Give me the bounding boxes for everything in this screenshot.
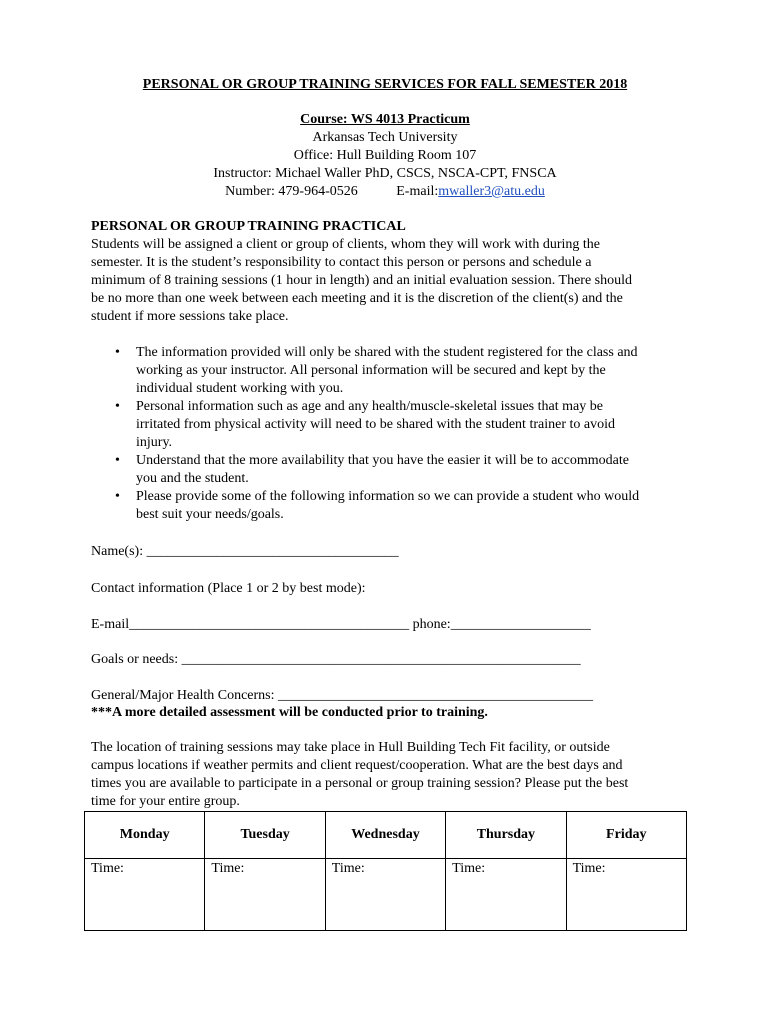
day-header-wednesday: Wednesday bbox=[325, 812, 445, 859]
contact-line bbox=[0, 183, 770, 201]
bullet-icon: • bbox=[115, 489, 120, 504]
paragraph-line: student if more sessions take place. bbox=[91, 309, 289, 324]
paragraph-line: semester. It is the student’s responsibility to contact this person or persons and schedule a bbox=[91, 255, 592, 270]
day-header-thursday: Thursday bbox=[446, 812, 566, 859]
bullet-line: injury. bbox=[136, 435, 173, 450]
practical-paragraph bbox=[91, 236, 681, 326]
bullet-icon: • bbox=[115, 453, 120, 468]
university-name: Arkansas Tech University bbox=[312, 130, 458, 145]
availability-table bbox=[84, 811, 687, 931]
time-cell-monday[interactable]: Time: bbox=[85, 859, 205, 931]
course-title: Course: WS 4013 Practicum bbox=[300, 112, 470, 127]
phone-number: Number: 479-964-0526 bbox=[225, 184, 358, 199]
time-cell-tuesday[interactable]: Time: bbox=[205, 859, 325, 931]
document-title: PERSONAL OR GROUP TRAINING SERVICES FOR FALL SEMESTER 2018 bbox=[142, 77, 628, 92]
paragraph-line: times you are available to participate in a personal or group training session? Please put the best bbox=[91, 776, 629, 791]
info-bullet-list bbox=[91, 344, 691, 524]
paragraph-line: time for your entire group. bbox=[91, 794, 240, 809]
table-header-row bbox=[85, 812, 687, 859]
bullet-line: irritated from physical activity will need to be shared with the student trainer to avoid bbox=[136, 417, 615, 432]
paragraph-line: minimum of 8 training sessions (1 hour in length) and an initial evaluation session. There should bbox=[91, 273, 632, 288]
contact-info-label: Contact information (Place 1 or 2 by best mode): bbox=[91, 581, 366, 596]
table-row bbox=[85, 859, 687, 931]
instructor-info: Instructor: Michael Waller PhD, CSCS, NSCA-CPT, FNSCA bbox=[213, 166, 557, 181]
bullet-icon: • bbox=[115, 345, 120, 360]
time-cell-friday[interactable]: Time: bbox=[566, 859, 686, 931]
office-location: Office: Hull Building Room 107 bbox=[293, 148, 477, 163]
bullet-line: Personal information such as age and any health/muscle-skeletal issues that may be bbox=[136, 399, 603, 414]
location-paragraph bbox=[91, 739, 681, 811]
bullet-line: Understand that the more availability that you have the easier it will be to accommodate bbox=[136, 453, 629, 468]
list-item bbox=[91, 488, 691, 524]
names-field[interactable]: Name(s): ____________________________________ bbox=[91, 544, 399, 559]
bullet-line: The information provided will only be shared with the student registered for the class and bbox=[136, 345, 638, 360]
email-link[interactable]: mwaller3@atu.edu bbox=[438, 184, 545, 199]
goals-field[interactable]: Goals or needs: _________________________________________________________ bbox=[91, 652, 581, 667]
bullet-line: Please provide some of the following information so we can provide a student who would bbox=[136, 489, 640, 504]
list-item bbox=[91, 452, 691, 488]
day-header-tuesday: Tuesday bbox=[205, 812, 325, 859]
bullet-line: working as your instructor. All personal information will be secured and kept by the bbox=[136, 363, 606, 378]
paragraph-line: be no more than one week between each meeting and it is the discretion of the client(s) and the bbox=[91, 291, 623, 306]
practical-heading: PERSONAL OR GROUP TRAINING PRACTICAL bbox=[91, 219, 406, 234]
course-header bbox=[0, 111, 770, 201]
assessment-note: ***A more detailed assessment will be conducted prior to training. bbox=[91, 705, 488, 720]
bullet-line: you and the student. bbox=[136, 471, 249, 486]
day-header-friday: Friday bbox=[566, 812, 686, 859]
bullet-line: best suit your needs/goals. bbox=[136, 507, 284, 522]
list-item bbox=[91, 398, 691, 452]
paragraph-line: campus locations if weather permits and client request/cooperation. What are the best days and bbox=[91, 758, 623, 773]
paragraph-line: Students will be assigned a client or group of clients, whom they will work with during the bbox=[91, 237, 600, 252]
bullet-icon: • bbox=[115, 399, 120, 414]
health-concerns-field[interactable]: General/Major Health Concerns: _____________________________________________ bbox=[91, 688, 593, 703]
time-cell-wednesday[interactable]: Time: bbox=[325, 859, 445, 931]
day-header-monday: Monday bbox=[85, 812, 205, 859]
bullet-line: individual student working with you. bbox=[136, 381, 344, 396]
list-item bbox=[91, 344, 691, 398]
time-cell-thursday[interactable]: Time: bbox=[446, 859, 566, 931]
email-phone-field[interactable]: E-mail________________________________________ phone:____________________ bbox=[91, 617, 591, 632]
email-label: E-mail: bbox=[396, 184, 439, 199]
paragraph-line: The location of training sessions may take place in Hull Building Tech Fit facility, or outside bbox=[91, 740, 610, 755]
